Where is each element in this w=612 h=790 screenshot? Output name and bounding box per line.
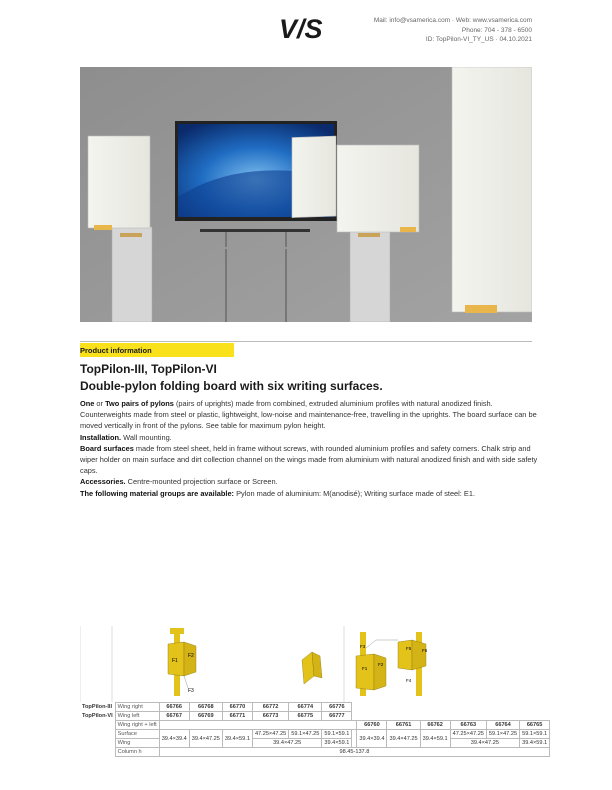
- table-row: [80, 748, 550, 757]
- description-accessories: [80, 476, 540, 487]
- svg-text:F2: F2: [188, 653, 194, 659]
- dimension: 47.25×47.25: [450, 730, 486, 739]
- article-number: 66775: [289, 712, 322, 721]
- svg-text:F5: F5: [406, 646, 412, 651]
- table-row: [80, 703, 550, 712]
- pylons-text: (pairs of uprights) made from combined, extruded aluminium profiles with natural anodized finish. Counterweights made from steel or plastic, lightweight, low-noise and maintenance-free, travelling in the uprights. The board surface can be moved vertically in front of the pylons. See table for maximum pylon height.: [80, 399, 537, 431]
- product-name: TopPilon-VI: [82, 713, 113, 719]
- dimension: 39.4×59.1: [222, 730, 252, 748]
- row-label: Column h: [115, 748, 159, 757]
- board-surfaces-text: made from steel sheet, held in frame without screws, with rounded aluminium profiles and safety corners. Chalk strip and wiper holder on main surface and dirt collection channel on the wings made from aluminium with natural anodized finish and with side safety caps.: [80, 443, 538, 476]
- product-photo: [80, 67, 532, 322]
- product-description: [80, 398, 540, 499]
- dimension: 59.1×47.25: [486, 730, 519, 739]
- pylons-two-pairs: Two pairs of pylons: [105, 399, 174, 408]
- contact-phone: Phone: 704 - 378 - 6500: [461, 26, 532, 34]
- article-number: 66774: [289, 703, 322, 712]
- description-pylons: [80, 398, 540, 432]
- pylons-one: One: [80, 399, 95, 408]
- table-row: [80, 730, 550, 739]
- contact-mail-web: Mail: info@vsamerica.com · Web: www.vsamerica.com: [373, 17, 532, 24]
- article-number: 66768: [189, 703, 222, 712]
- article-number: 66763: [450, 721, 486, 730]
- dimension: 47.25×47.25: [252, 730, 288, 739]
- row-label: Wing left: [115, 712, 159, 721]
- dimension: 39.4×47.25: [387, 730, 420, 748]
- article-number: 66760: [357, 721, 387, 730]
- installation-label: Installation.: [80, 432, 122, 442]
- svg-text:F6: F6: [422, 648, 428, 653]
- board-surfaces-label: Board surfaces: [80, 443, 134, 453]
- article-number: 66773: [252, 712, 288, 721]
- svg-text:F4: F4: [406, 678, 412, 683]
- svg-text:F3: F3: [360, 644, 366, 649]
- article-number: 66761: [387, 721, 420, 730]
- dimension: 39.4×59.1: [420, 730, 450, 748]
- dimension: 59.1×59.1: [322, 730, 352, 739]
- table-row: [80, 739, 550, 748]
- article-number: 66769: [189, 712, 222, 721]
- toppilon-iii-diagram: [168, 628, 196, 696]
- table-row: [80, 721, 550, 730]
- accessories-label: Accessories.: [80, 477, 126, 487]
- svg-text:F1: F1: [172, 658, 178, 664]
- accessories-text: Centre-mounted projection surface or Screen.: [125, 477, 278, 487]
- article-number: 66771: [222, 712, 252, 721]
- product-name: TopPilon-III: [82, 704, 113, 710]
- toppilon-vi-diagram: [356, 632, 428, 696]
- article-number: 66764: [486, 721, 519, 730]
- row-label: Wing: [115, 739, 159, 748]
- description-board-surfaces: [80, 443, 540, 477]
- dimension: 59.1×47.25: [289, 730, 322, 739]
- vs-logo: [279, 14, 331, 42]
- section-divider: [80, 341, 532, 356]
- column-height: 98.45-137.8: [159, 748, 549, 757]
- dimension: 39.4×47.25: [189, 730, 222, 748]
- product-title: TopPilon-III, TopPilon-VI: [80, 362, 217, 376]
- article-number: 66770: [222, 703, 252, 712]
- installation-text: Wall mounting.: [121, 432, 172, 442]
- document-id: ID: TopPilon-VI_TY_US · 04.10.2021: [425, 36, 532, 43]
- dimension: 39.4×47.25: [252, 739, 321, 748]
- svg-text:V/S: V/S: [279, 14, 323, 42]
- dimension: 39.4×39.4: [357, 730, 387, 748]
- article-number: 66777: [322, 712, 352, 721]
- dimension: 59.1×59.1: [520, 730, 550, 739]
- article-number: 66767: [159, 712, 189, 721]
- article-number: 66765: [520, 721, 550, 730]
- svg-text:F1: F1: [362, 666, 368, 671]
- materials-text: Pylon made of aluminium: M(anodisé); Writing surface made of steel: E1.: [234, 488, 476, 498]
- row-label: Wing right + left: [115, 721, 159, 730]
- section-label: Product information: [80, 343, 234, 357]
- row-label: Surface: [115, 730, 159, 739]
- row-label: Wing right: [115, 703, 159, 712]
- table-row: [80, 712, 550, 721]
- article-number: 66766: [159, 703, 189, 712]
- description-installation: [80, 432, 540, 443]
- spec-table: [80, 702, 550, 757]
- folded-board-diagram: [302, 652, 322, 684]
- dimension: 39.4×39.4: [159, 730, 189, 748]
- article-number: 66776: [322, 703, 352, 712]
- materials-label: The following material groups are available:: [80, 488, 235, 498]
- dimension: 39.4×59.1: [322, 739, 352, 748]
- svg-text:F2: F2: [378, 662, 384, 667]
- article-number: 66762: [420, 721, 450, 730]
- svg-text:F3: F3: [188, 688, 194, 694]
- description-materials: [80, 488, 540, 499]
- product-diagrams: [80, 626, 532, 702]
- contact-info: [374, 16, 532, 45]
- dimension: 39.4×59.1: [520, 739, 550, 748]
- product-subtitle: Double-pylon folding board with six writing surfaces.: [80, 379, 383, 393]
- dimension: 39.4×47.25: [450, 739, 519, 748]
- article-number: 66772: [252, 703, 288, 712]
- pylons-or: or: [94, 399, 106, 408]
